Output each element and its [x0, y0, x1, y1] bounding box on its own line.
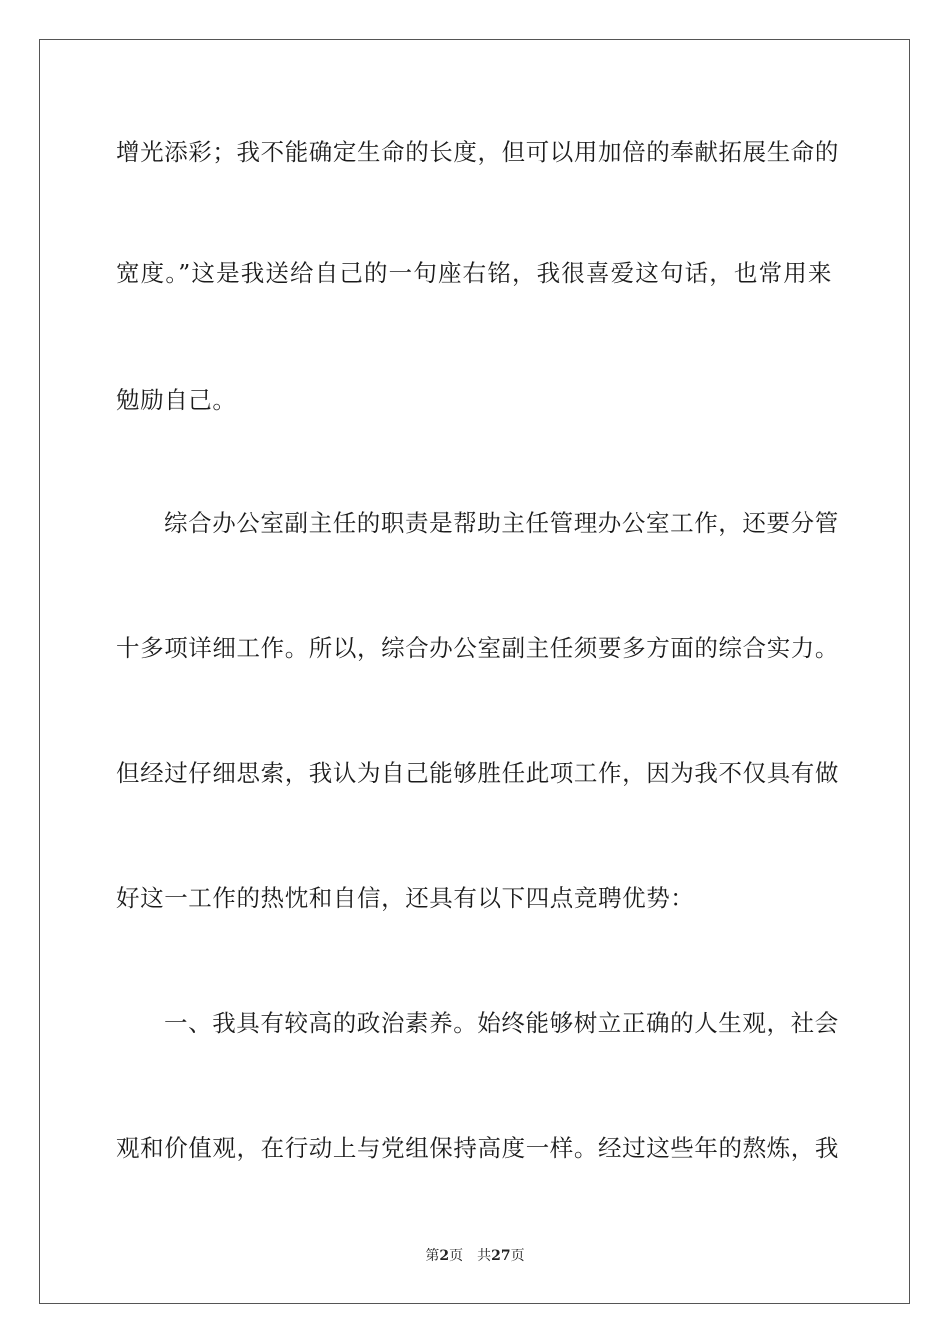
text-line-8: 一、我具有较高的政治素养。始终能够树立正确的人生观，社会: [164, 1009, 839, 1037]
text-line-2: 宽度。”这是我送给自己的一句座右铭，我很喜爱这句话，也常用来: [116, 259, 832, 287]
footer-total-prefix: 共: [477, 1248, 492, 1264]
footer-total-pages: 27: [491, 1248, 511, 1264]
footer-total-suffix: 页: [510, 1248, 525, 1264]
page-footer: [0, 1247, 950, 1265]
text-line-9: 观和价值观，在行动上与党组保持高度一样。经过这些年的熬炼，我: [116, 1134, 839, 1162]
text-line-5: 十多项详细工作。所以，综合办公室副主任须要多方面的综合实力。: [116, 634, 839, 662]
text-line-4: 综合办公室副主任的职责是帮助主任管理办公室工作，还要分管: [164, 509, 839, 537]
text-line-3: 勉励自己。: [116, 386, 237, 414]
footer-page-number: 2: [439, 1248, 450, 1264]
text-line-6: 但经过仔细思索，我认为自己能够胜任此项工作，因为我不仅具有做: [116, 759, 839, 787]
footer-page-suffix: 页: [449, 1248, 464, 1264]
footer-page-prefix: 第: [425, 1248, 440, 1264]
page-border: [39, 39, 910, 1304]
text-line-7: 好这一工作的热忱和自信，还具有以下四点竞聘优势：: [116, 884, 695, 912]
text-line-1: 增光添彩；我不能确定生命的长度，但可以用加倍的奉献拓展生命的: [116, 138, 839, 166]
